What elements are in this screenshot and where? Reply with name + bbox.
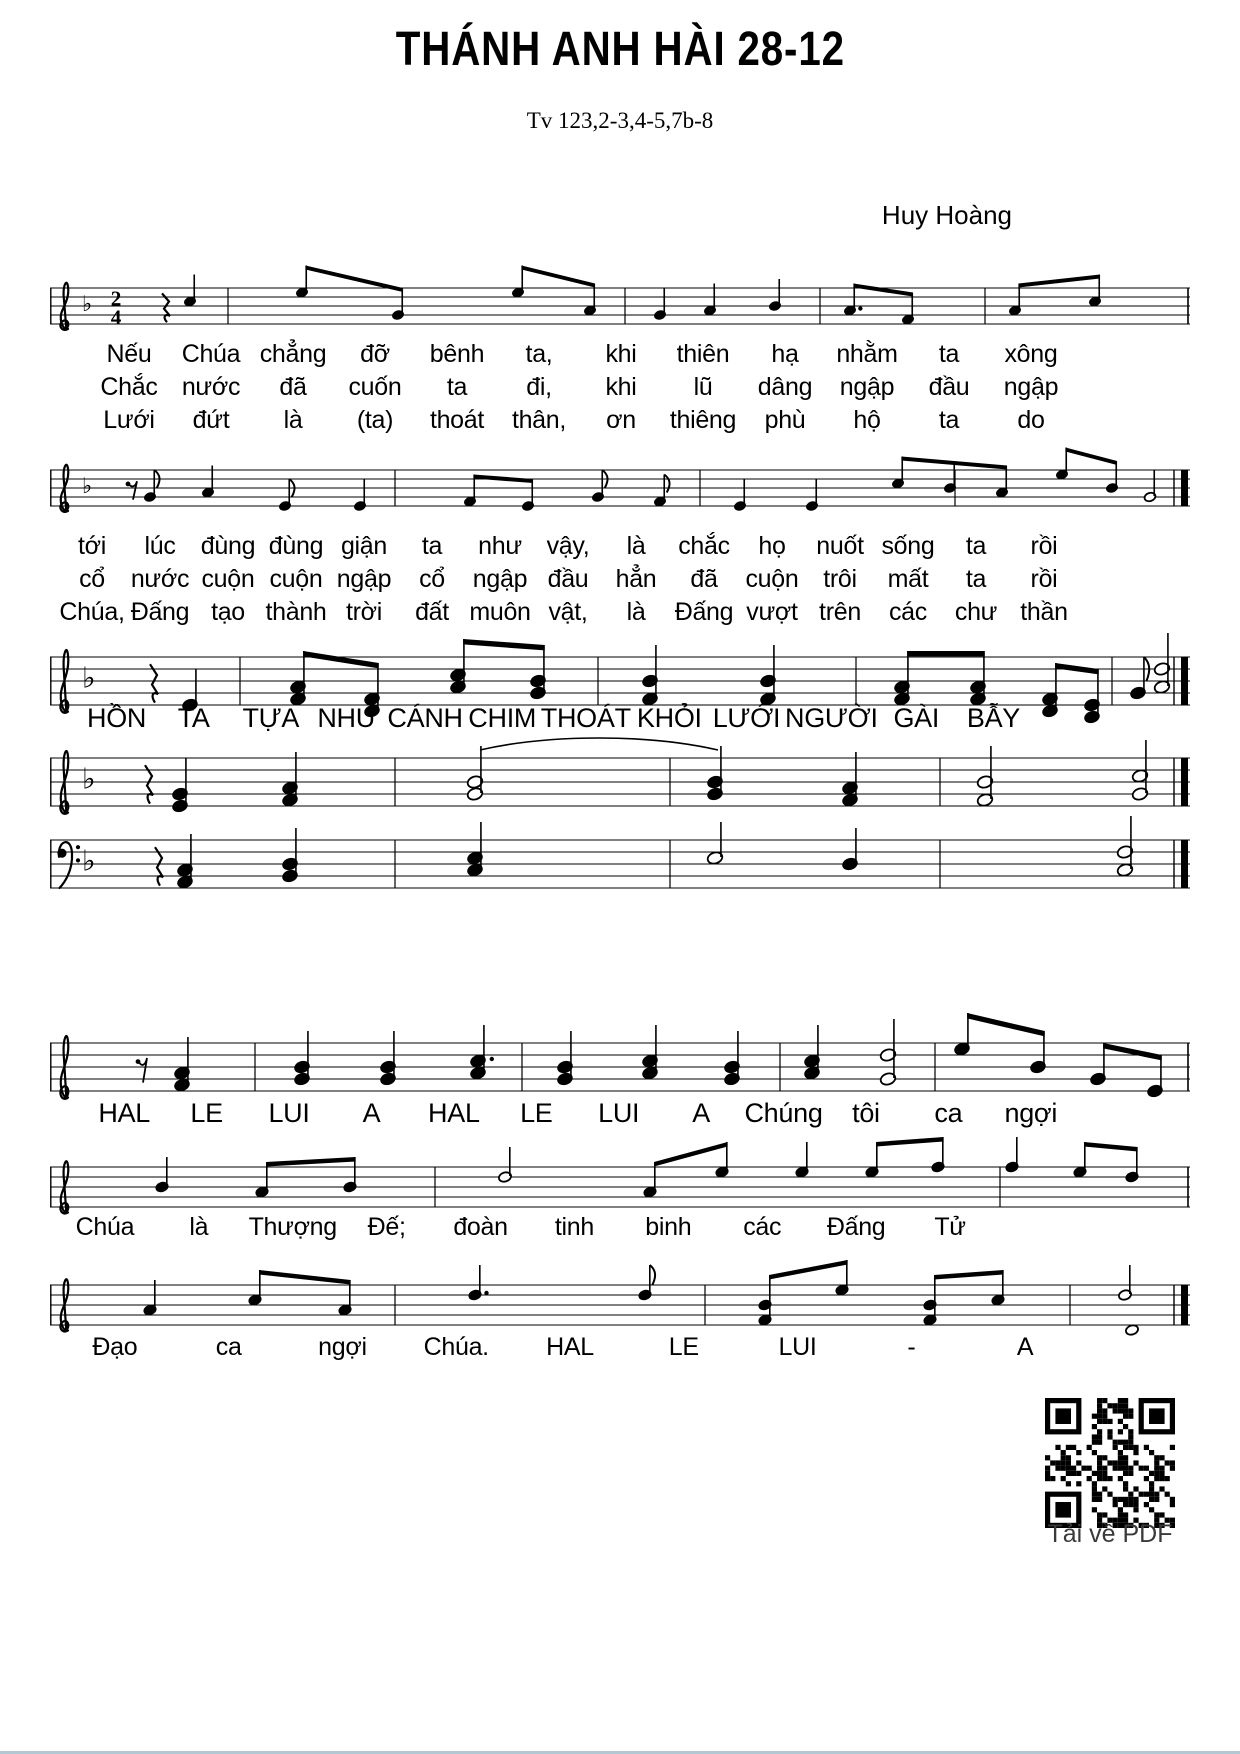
lyric-word: ơn bbox=[606, 406, 636, 434]
lyric-word: đứt bbox=[192, 406, 230, 434]
lyrics-row bbox=[88, 338, 1072, 371]
lyric-word: ta bbox=[938, 340, 960, 368]
lyric-word: Tử bbox=[934, 1212, 966, 1241]
lyric-word: nhằm bbox=[836, 340, 898, 368]
staff-notation bbox=[50, 254, 1190, 350]
lyric-word: Lưới bbox=[103, 406, 155, 434]
lyric-word: lúc bbox=[144, 532, 176, 560]
lyric-word: các bbox=[888, 598, 927, 626]
lyric-word: ca bbox=[934, 1097, 963, 1128]
lyric-word: LE bbox=[668, 1332, 699, 1361]
lyric-word: BẪY bbox=[966, 702, 1020, 733]
lyric-word: A bbox=[362, 1097, 381, 1128]
lyric-word: ca bbox=[215, 1332, 242, 1361]
lyric-word: muôn bbox=[469, 598, 531, 626]
qr-code[interactable] bbox=[1045, 1398, 1175, 1528]
lyric-word: thân, bbox=[511, 406, 567, 434]
lyric-word: cuộn bbox=[269, 565, 323, 593]
qr-caption[interactable]: Tải về PDF bbox=[1047, 1520, 1173, 1548]
lyric-word: Đạo bbox=[92, 1332, 138, 1361]
lyric-word: ta, bbox=[525, 340, 553, 368]
lyric-word: HAL bbox=[428, 1097, 480, 1128]
lyrics-halleluia-system-3 bbox=[58, 1330, 1082, 1364]
svg-text:♭: ♭ bbox=[82, 291, 93, 317]
lyric-word: thiên bbox=[676, 340, 730, 368]
lyrics-halleluia-system-1 bbox=[83, 1096, 1072, 1130]
lyric-word: Chúng bbox=[744, 1097, 823, 1128]
lyric-word: vật, bbox=[548, 598, 588, 626]
lyric-word: LE bbox=[520, 1097, 553, 1128]
lyric-word: cuộn bbox=[201, 565, 255, 593]
lyric-word: hẳn bbox=[615, 565, 657, 593]
lyric-word: đùng bbox=[268, 532, 324, 560]
lyric-word: ngập bbox=[1003, 373, 1059, 401]
lyric-word: Đế; bbox=[367, 1212, 406, 1241]
lyric-word: Đấng bbox=[130, 598, 190, 626]
lyric-word: đỡ bbox=[360, 340, 390, 368]
lyric-word: là bbox=[626, 532, 646, 560]
lyric-word: thiêng bbox=[669, 406, 737, 434]
title-wrap bbox=[0, 22, 1240, 77]
lyric-word: đoàn bbox=[453, 1212, 508, 1241]
lyrics-row bbox=[58, 1330, 1082, 1364]
lyric-word: chẳng bbox=[259, 340, 327, 368]
lyrics-verse-system-1 bbox=[88, 338, 1072, 437]
lyric-word: giận bbox=[340, 532, 388, 560]
lyric-word: TỰA bbox=[242, 702, 300, 733]
lyric-word: đầu bbox=[547, 565, 589, 593]
lyric-word: Thượng bbox=[248, 1212, 337, 1241]
lyric-word: tới bbox=[78, 532, 106, 560]
staff-notation bbox=[50, 806, 1190, 914]
lyrics-row bbox=[58, 563, 1078, 596]
lyric-word: Đấng bbox=[674, 598, 734, 626]
lyric-word: các bbox=[743, 1212, 782, 1241]
lyric-word: ta bbox=[965, 532, 987, 560]
svg-text:♭: ♭ bbox=[82, 761, 96, 796]
lyric-word: Nếu bbox=[106, 340, 152, 368]
svg-text:2: 2 bbox=[110, 286, 122, 311]
lyric-word: LUI bbox=[268, 1097, 310, 1128]
lyric-word: HỒN bbox=[87, 702, 147, 733]
lyric-word: nước bbox=[130, 565, 190, 593]
lyric-word: ngập bbox=[472, 565, 528, 593]
lyric-word: cổ bbox=[79, 565, 105, 593]
lyric-word: hạ bbox=[771, 340, 799, 368]
svg-text:♭: ♭ bbox=[82, 660, 96, 695]
lyric-word: sống bbox=[881, 532, 935, 560]
lyric-word: tạo bbox=[211, 598, 245, 626]
lyric-word: THOÁT bbox=[540, 702, 631, 733]
lyric-word: LƯỚI bbox=[712, 702, 781, 733]
lyric-word: GÀI bbox=[893, 702, 940, 733]
svg-text:♭: ♭ bbox=[82, 473, 93, 499]
lyrics-row bbox=[58, 530, 1078, 563]
lyric-word: xông bbox=[1004, 340, 1058, 368]
lyric-word: HAL bbox=[546, 1332, 594, 1361]
music-system-verse-system-1 bbox=[50, 254, 1190, 350]
lyric-word: hộ bbox=[853, 406, 881, 434]
lyric-word: - bbox=[907, 1332, 916, 1361]
lyric-word: ngập bbox=[839, 373, 895, 401]
lyric-word: LE bbox=[190, 1097, 223, 1128]
lyric-word: TA bbox=[177, 702, 210, 733]
lyric-word: khi bbox=[605, 373, 637, 401]
svg-text:♭: ♭ bbox=[82, 843, 96, 878]
lyric-word: tinh bbox=[554, 1212, 594, 1241]
lyrics-verse-system-2 bbox=[58, 530, 1078, 629]
music-system-verse-system-2 bbox=[50, 436, 1190, 532]
lyric-word: Đấng bbox=[826, 1212, 886, 1241]
lyric-word: Chúa bbox=[181, 340, 241, 368]
lyric-word: mất bbox=[887, 565, 929, 593]
page-title: THÁNH ANH HÀI 28-12 bbox=[395, 23, 845, 76]
lyric-word: ngợi bbox=[1004, 1097, 1058, 1128]
lyric-word: ta bbox=[938, 406, 960, 434]
lyric-word: đầu bbox=[928, 373, 970, 401]
lyric-word: A bbox=[692, 1097, 710, 1128]
lyric-word: là bbox=[283, 406, 303, 434]
lyric-word: thành bbox=[265, 598, 327, 626]
music-system-accompaniment-bass bbox=[50, 806, 1190, 914]
lyric-word: ngợi bbox=[318, 1332, 367, 1361]
lyric-word: cuộn bbox=[745, 565, 799, 593]
lyric-word: trên bbox=[819, 598, 861, 626]
lyric-word: Chắc bbox=[100, 373, 158, 401]
lyric-word: KHỎI bbox=[636, 702, 702, 733]
lyric-word: Chúa, bbox=[59, 598, 125, 626]
lyric-word: cuốn bbox=[348, 373, 402, 401]
lyric-word: ta bbox=[446, 373, 468, 401]
lyric-word: Chúa bbox=[75, 1212, 135, 1241]
lyric-word: LUI bbox=[778, 1332, 817, 1361]
lyric-word: đất bbox=[415, 598, 449, 626]
lyric-word: trời bbox=[345, 598, 383, 626]
lyric-word: tôi bbox=[852, 1097, 880, 1128]
lyric-word: ta bbox=[965, 565, 987, 593]
lyric-word: dâng bbox=[757, 373, 813, 401]
lyric-word: NHƯ bbox=[317, 702, 379, 733]
lyric-word: nước bbox=[181, 373, 241, 401]
lyric-word: đã bbox=[690, 565, 718, 593]
lyric-word: nuốt bbox=[816, 532, 864, 560]
staff-notation bbox=[50, 436, 1190, 532]
lyric-word: là bbox=[626, 598, 646, 626]
lyrics-halleluia-system-2 bbox=[58, 1210, 997, 1244]
lyric-word: thoát bbox=[429, 406, 485, 434]
composer-name: Huy Hoàng bbox=[881, 200, 1012, 230]
lyrics-row bbox=[83, 1096, 1072, 1130]
svg-text:4: 4 bbox=[110, 305, 122, 330]
lyric-word: ta bbox=[421, 532, 443, 560]
lyric-word: phù bbox=[764, 406, 806, 434]
lyric-word: rồi bbox=[1030, 532, 1058, 560]
lyric-word: ngập bbox=[336, 565, 392, 593]
lyric-word: thần bbox=[1020, 598, 1068, 626]
lyrics-row bbox=[58, 1210, 997, 1244]
lyric-word: vượt bbox=[746, 598, 798, 626]
lyric-word: HAL bbox=[98, 1097, 151, 1128]
lyrics-row bbox=[88, 371, 1072, 404]
scripture-reference: Tv 123,2-3,4-5,7b-8 bbox=[526, 108, 714, 133]
lyric-word: CHIM bbox=[468, 702, 537, 733]
lyric-word: đi, bbox=[526, 373, 552, 401]
lyric-word: chắc bbox=[678, 532, 730, 560]
lyric-word: binh bbox=[645, 1212, 692, 1241]
lyric-word: cổ bbox=[419, 565, 445, 593]
lyric-word: do bbox=[1017, 406, 1045, 434]
lyric-word: LUI bbox=[598, 1097, 640, 1128]
lyric-word: khi bbox=[605, 340, 637, 368]
lyric-word: A bbox=[1016, 1332, 1034, 1361]
lyrics-row bbox=[88, 404, 1072, 437]
lyric-word: như bbox=[478, 532, 522, 560]
lyric-word: rồi bbox=[1030, 565, 1058, 593]
lyric-word: (ta) bbox=[356, 406, 394, 434]
lyric-word: Chúa. bbox=[423, 1332, 489, 1361]
lyric-word: NGƯỜI bbox=[785, 702, 878, 733]
lyric-word: là bbox=[189, 1212, 209, 1241]
lyric-word: họ bbox=[758, 532, 786, 560]
lyric-word: chư bbox=[954, 598, 998, 626]
lyric-word: trôi bbox=[823, 565, 857, 593]
lyric-word: đùng bbox=[200, 532, 256, 560]
lyric-word: bênh bbox=[429, 340, 485, 368]
lyric-word: CÁNH bbox=[387, 702, 463, 733]
lyric-word: đã bbox=[279, 373, 307, 401]
lyric-word: lũ bbox=[693, 373, 713, 401]
lyric-word: vậy, bbox=[546, 532, 590, 560]
